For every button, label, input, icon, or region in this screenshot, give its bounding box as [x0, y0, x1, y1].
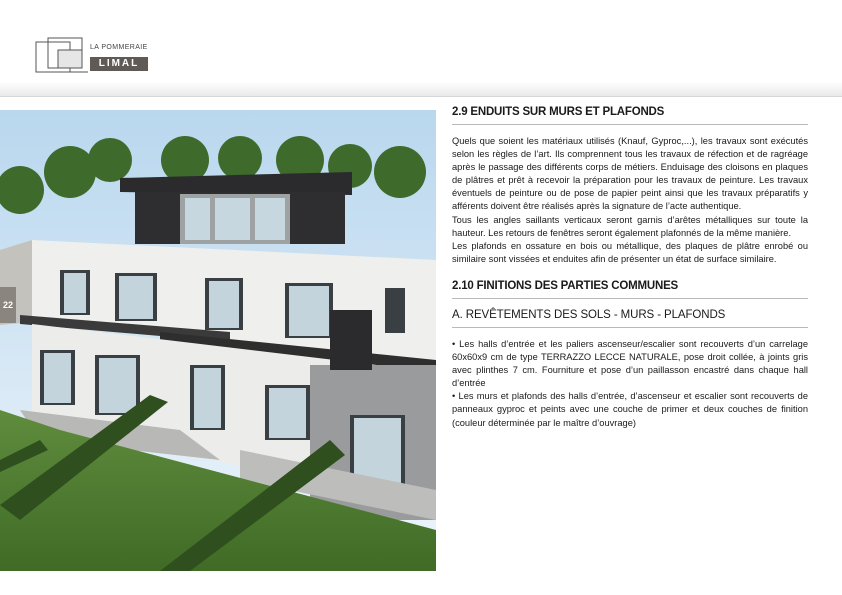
title-divider — [452, 298, 808, 299]
brand-small-text: LA POMMERAIE — [90, 44, 148, 51]
section-2-9-paragraph: Les plafonds en ossature en bois ou métallique, des plaques de plâtre enrobé ou similaire sont vissées et enduites afin de présenter un état de surface similaire. — [452, 240, 808, 264]
section-2-10-bullet: • Les murs et plafonds des halls d’entrée, d’ascenseur et escalier sont recouverts de panneaux gyproc et peints avec une couche de primer et deux couches de finition (couleur déterminée par le maître d’ouvrage) — [452, 391, 808, 428]
building-rendering — [0, 110, 436, 571]
section-2-9-paragraph: Quels que soient les matériaux utilisés (Knauf, Gyproc,...), les travaux sont exécutés selon les règles de l’art. Ils comprennent tous les travaux de réfection et de ragréage après le passage des différents corps de métiers. Enduisage des cloisons en plaques de plâtres et prêt à recevoir la préparation pour les travaux de peinture. Les travaux éventuels de peinture ou de pose de papier peint ainsi que les travaux préparatifs y afférents doivent être réalisés après la signature de l’acte authentique. — [452, 136, 808, 212]
section-2-10-subtitle: A. REVÊTEMENTS DES SOLS - MURS - PLAFONDS — [452, 308, 726, 321]
title-divider — [452, 124, 808, 125]
subtitle-divider — [452, 327, 808, 328]
page-number-tab: 22 — [0, 287, 16, 323]
section-2-10-bullet: • Les halls d’entrée et les paliers ascenseur/escalier sont recouverts d’un carrelage 60x60x9 cm de type TERRAZZO LECCE NATURALE, pose droit collée, à joints gris avec plinthes 7 cm. Fourniture et pose d’un paillasson encastré dans chaque hall d’entrée — [452, 338, 808, 389]
section-2-10-title: 2.10 FINITIONS DES PARTIES COMMUNES — [452, 279, 679, 292]
section-2-9-paragraph: Tous les angles saillants verticaux seront garnis d’arêtes métalliques sur toute la hauteur. Les retours de fenêtres seront également plafonnés de la même manière. — [452, 214, 808, 238]
brand-main-text: LIMAL — [90, 57, 148, 71]
text-column — [452, 106, 808, 430]
section-2-9-title: 2.9 ENDUITS SUR MURS ET PLAFONDS — [452, 106, 665, 118]
